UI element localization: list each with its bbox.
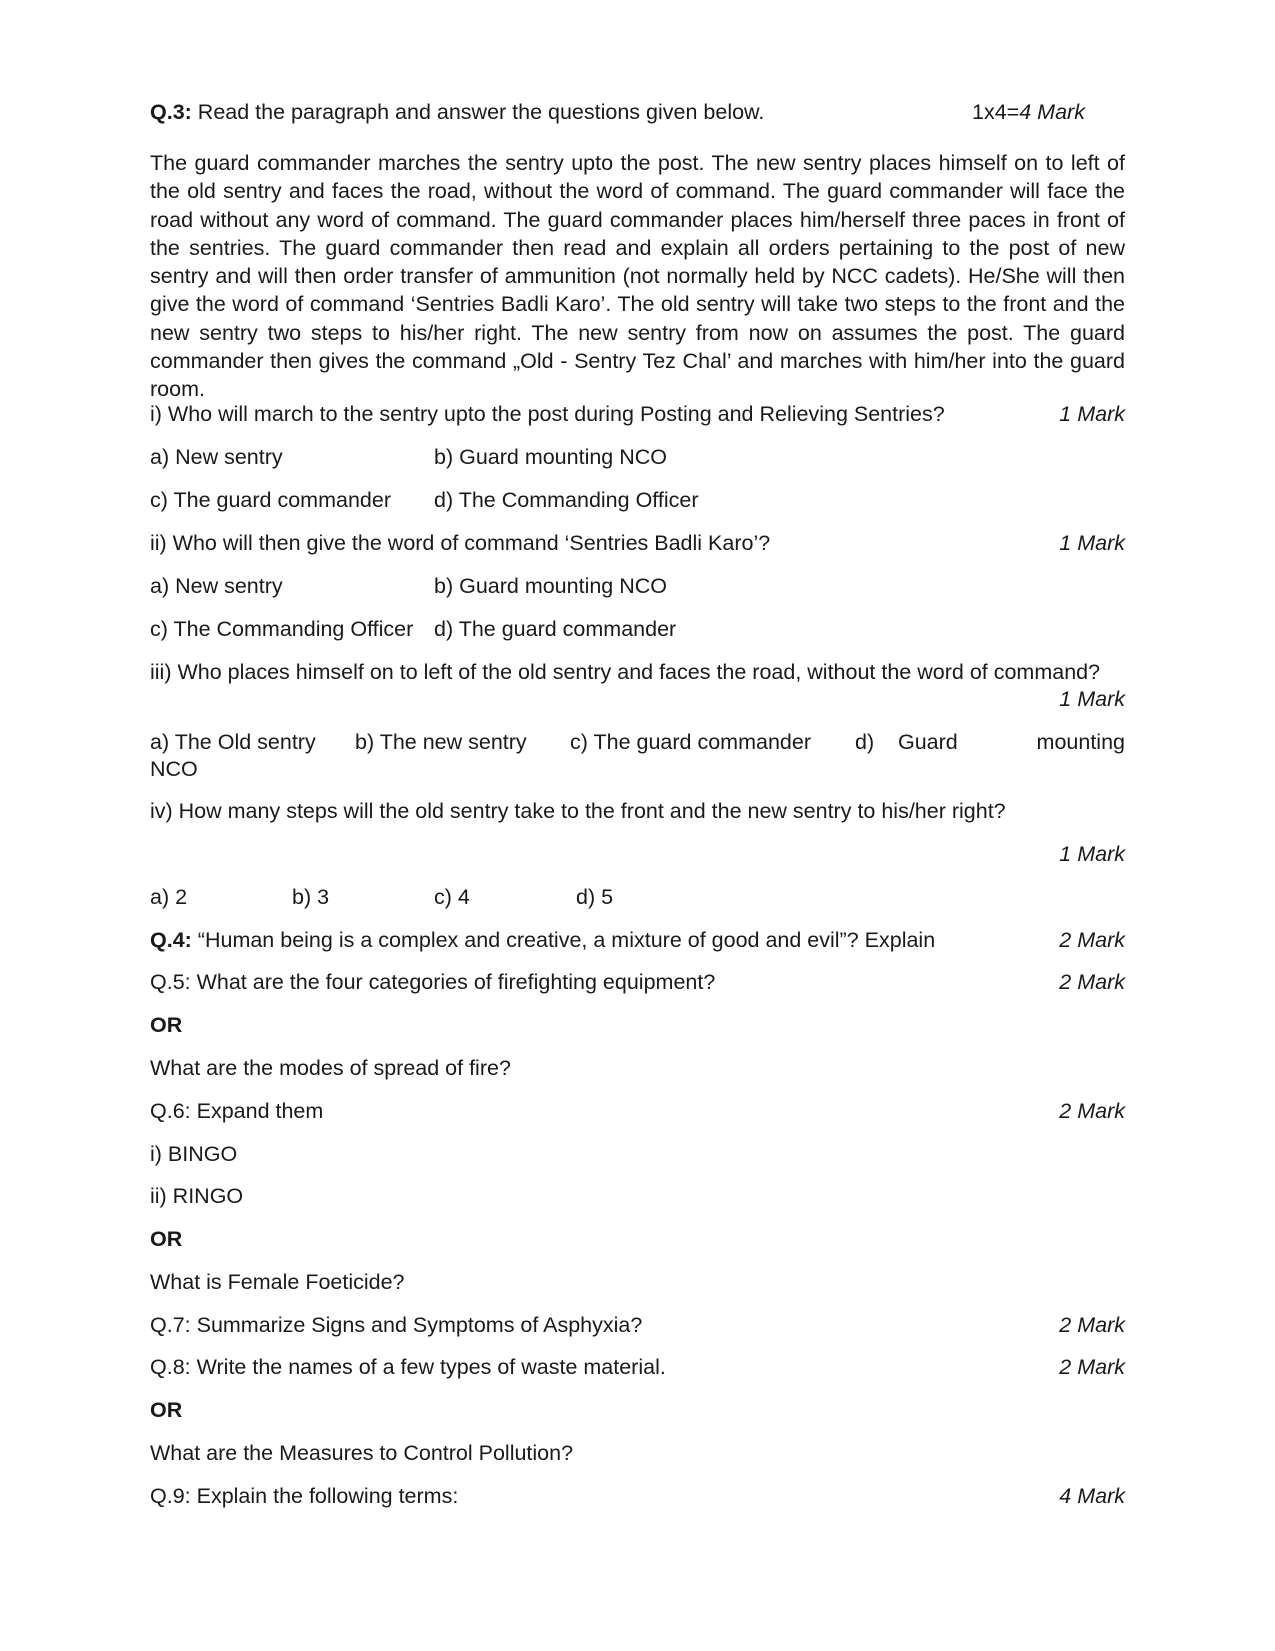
q4-mark: 2 Mark (1059, 928, 1125, 952)
q3-sub-question-4: iv) How many steps will the old sentry take to the front and the new sentry to his/her right? (150, 799, 1006, 823)
q6-item-1: i) BINGO (150, 1142, 238, 1166)
option-b: b) 3 (292, 885, 330, 909)
q8-alternative: What are the Measures to Control Pollution? (150, 1441, 574, 1465)
q8-question: Q.8: Write the names of a few types of waste material. 2 Mark (150, 1355, 1125, 1379)
option-d-label: d) (855, 730, 875, 754)
option-c: c) 4 (434, 885, 470, 909)
q3-sub-3-mark: 1 Mark (1059, 687, 1125, 711)
option-b: b) Guard mounting NCO (434, 574, 668, 598)
q4-label: Q.4: (150, 928, 192, 952)
option-c: c) The Commanding Officer (150, 617, 414, 641)
option-d: d) 5 (576, 885, 614, 909)
q3-label: Q.3: (150, 100, 192, 124)
option-b: b) The new sentry (355, 730, 527, 754)
option-a: a) New sentry (150, 445, 283, 469)
q5-mark: 2 Mark (1059, 970, 1125, 994)
option-a: a) The Old sentry (150, 730, 316, 754)
option-a: a) 2 (150, 885, 188, 909)
option-d-word-3: NCO (150, 757, 198, 781)
q9-mark: 4 Mark (1059, 1484, 1125, 1508)
q6-item-2: ii) RINGO (150, 1184, 244, 1208)
q3-sub-question-1: i) Who will march to the sentry upto the post during Posting and Relieving Sentries? 1 Mark (150, 402, 1125, 426)
q3-sub-4-mark: 1 Mark (1059, 842, 1125, 866)
option-d-word-2: mounting (1036, 730, 1125, 754)
q6-question: Q.6: Expand them 2 Mark (150, 1099, 1125, 1123)
q3-sub-2-mark: 1 Mark (1059, 531, 1125, 555)
q6-alternative: What is Female Foeticide? (150, 1270, 405, 1294)
q3-paragraph: The guard commander marches the sentry upto the post. The new sentry places himself on to left of the old sentry and faces the road, without the word of command. The guard commander will face the road without any word of command. The guard commander places him/herself three paces in front of the sentries. The guard commander then read and explain all orders pertaining to the post of new sentry and will then order transfer of ammunition (not normally held by NCC cadets). He/She will then give the word of command ‘Sentries Badli Karo’. The old sentry will take two steps to the front and the new sentry two steps to his/her right. The new sentry from now on assumes the post. The guard commander then gives the command „Old - Sentry Tez Chal’ and marches with him/her into the guard room. (150, 151, 1125, 402)
q6-or: OR (150, 1227, 183, 1251)
q5-question: Q.5: What are the four categories of firefighting equipment? 2 Mark (150, 970, 1125, 994)
q4-question: Q.4: “Human being is a complex and creative, a mixture of good and evil”? Explain 2 Mark (150, 928, 1125, 952)
option-c: c) The guard commander (570, 730, 811, 754)
option-d: d) The guard commander (434, 617, 677, 641)
q8-or: OR (150, 1398, 183, 1422)
option-d-word-1: Guard (898, 730, 958, 754)
q9-question: Q.9: Explain the following terms: 4 Mark (150, 1484, 1125, 1508)
option-d: d) The Commanding Officer (434, 488, 699, 512)
option-c: c) The guard commander (150, 488, 391, 512)
q3-sub-1-mark: 1 Mark (1059, 402, 1125, 426)
q3-header (150, 98, 1125, 126)
q6-mark: 2 Mark (1059, 1099, 1125, 1123)
option-b: b) Guard mounting NCO (434, 445, 668, 469)
q5-or: OR (150, 1013, 183, 1037)
q5-alternative: What are the modes of spread of fire? (150, 1056, 511, 1080)
q8-mark: 2 Mark (1059, 1355, 1125, 1379)
q3-text: Read the paragraph and answer the questions given below. (191, 100, 765, 124)
q3-mark: 1x4=4 Mark (972, 100, 1085, 124)
q3-sub-question-3: iii) Who places himself on to left of the old sentry and faces the road, without the word of command? (150, 660, 1101, 684)
option-a: a) New sentry (150, 574, 283, 598)
q7-mark: 2 Mark (1059, 1313, 1125, 1337)
q3-sub-question-2: ii) Who will then give the word of command ‘Sentries Badli Karo’? 1 Mark (150, 531, 1125, 555)
q7-question: Q.7: Summarize Signs and Symptoms of Asphyxia? 2 Mark (150, 1313, 1125, 1337)
